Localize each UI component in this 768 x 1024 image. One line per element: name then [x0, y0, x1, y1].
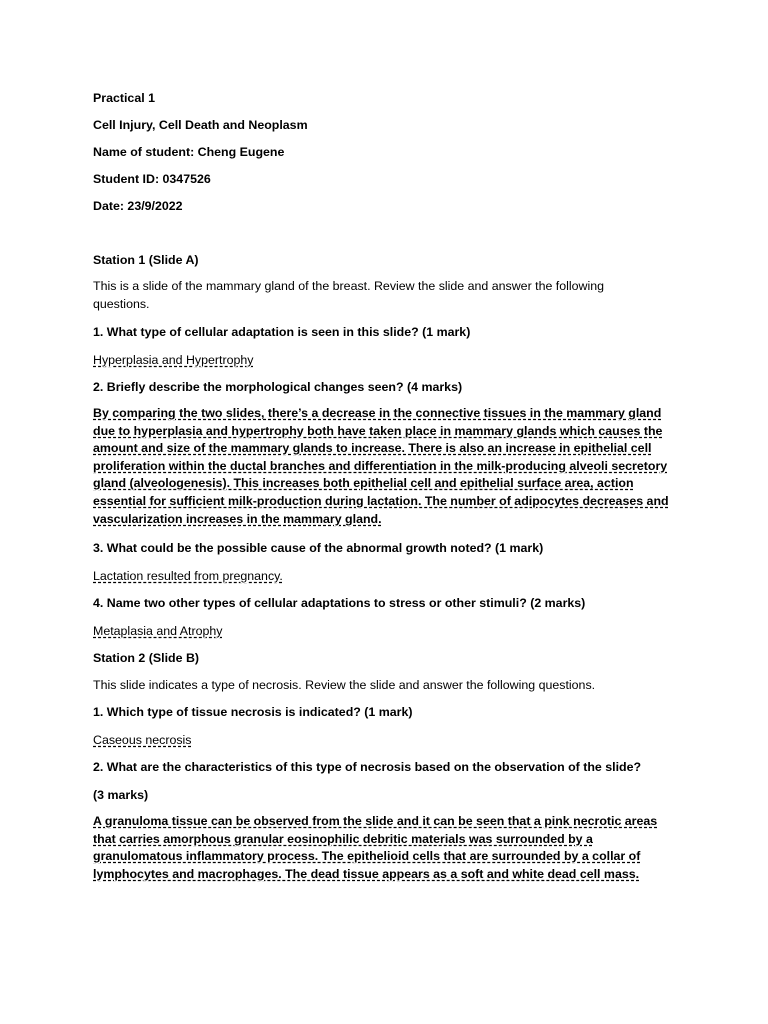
- station2-question-2-marks: (3 marks): [93, 788, 149, 802]
- student-id: Student ID: 0347526: [93, 172, 211, 186]
- station2-question-2: 2. What are the characteristics of this type of necrosis based on the observation of the slide?: [93, 760, 642, 774]
- station2-intro: This slide indicates a type of necrosis. Review the slide and answer the following questions.: [93, 678, 596, 692]
- station1-question-4: 4. Name two other types of cellular adaptations to stress or other stimuli? (2 marks): [93, 596, 586, 610]
- station1-answer-1: Hyperplasia and Hypertrophy: [93, 353, 254, 367]
- station1-answer-2: By comparing the two slides, there’s a decrease in the connective tissues in the mammary gland due to hyperplasia and hypertrophy both have taken place in mammary glands which causes the amount and size of the mammary glands to increase. There is also an increase in epithelial cell proliferation within the ductal branches and differentiation in the milk-producing alveoli secretory gland (alveologenesis). This increases both epithelial cell and epithelial surface area, action essential for sufficient milk-production during lactation. The number of adipocytes decreases and vascularization increases in the mammary gland.: [93, 406, 669, 526]
- station1-question-2: 2. Briefly describe the morphological changes seen? (4 marks): [93, 380, 463, 394]
- station1-answer-3: Lactation resulted from pregnancy.: [93, 569, 283, 583]
- station2-heading: Station 2 (Slide B): [93, 651, 200, 665]
- date-line: Date: 23/9/2022: [93, 199, 183, 213]
- station1-intro: This is a slide of the mammary gland of the breast. Review the slide and answer the following questions.: [93, 279, 605, 311]
- station2-question-1: 1. Which type of tissue necrosis is indicated? (1 mark): [93, 705, 413, 719]
- station2-answer-2: A granuloma tissue can be observed from the slide and it can be seen that a pink necrotic areas that carries amorphous granular eosinophilic debritic materials was surrounded by a granulomatous inflammatory process. The epithelioid cells that are surrounded by a collar of lymphocytes and macrophages. The dead tissue appears as a soft and white dead cell mass.: [93, 814, 658, 881]
- station1-question-1: 1. What type of cellular adaptation is seen in this slide? (1 mark): [93, 325, 471, 339]
- practical-label: Practical 1: [93, 91, 155, 105]
- student-name: Name of student: Cheng Eugene: [93, 145, 285, 159]
- station1-question-3: 3. What could be the possible cause of the abnormal growth noted? (1 mark): [93, 541, 544, 555]
- station1-answer-4: Metaplasia and Atrophy: [93, 624, 223, 638]
- station2-answer-1: Caseous necrosis: [93, 733, 192, 747]
- document-title: Cell Injury, Cell Death and Neoplasm: [93, 118, 308, 132]
- station1-heading: Station 1 (Slide A): [93, 253, 199, 267]
